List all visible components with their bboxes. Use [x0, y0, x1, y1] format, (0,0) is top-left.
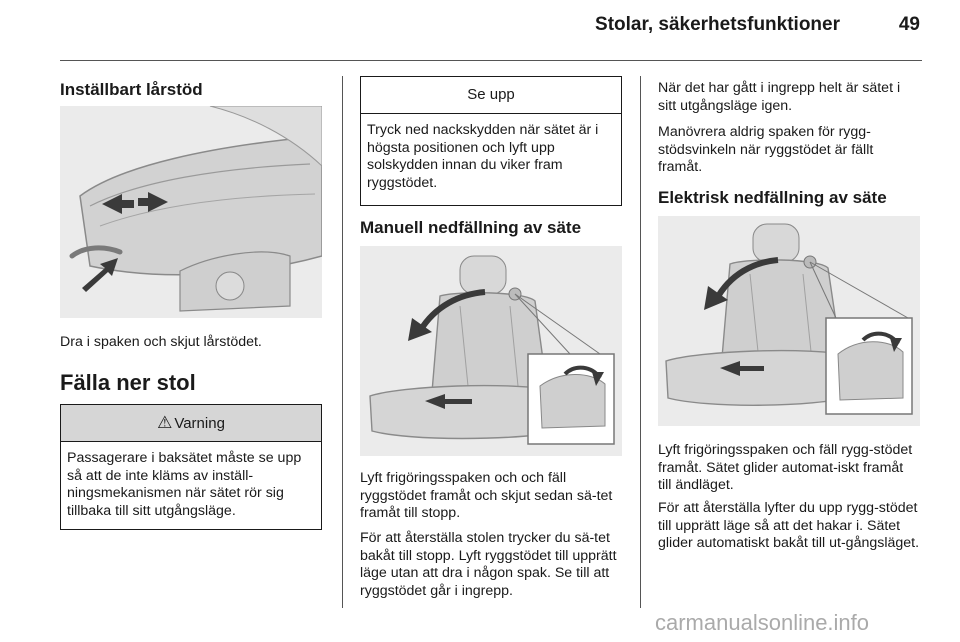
col3-paragraph-2: Manövrera aldrig spaken för rygg-stödsvinkeln när ryggstödet är fällt framåt.	[658, 124, 874, 175]
manual-fold-paragraph-2: För att återställa stolen trycker du sä-tet bakåt till stopp. Lyft ryggstödet till upprätt läge utan att dra i någon spak. Se till att ryggstödet går i ingrepp.	[360, 530, 617, 599]
header-divider	[60, 60, 922, 61]
section-heading-manual-fold: Manuell nedfällning av säte	[360, 218, 582, 237]
manual-fold-illustration	[360, 246, 622, 456]
section-heading-thigh-support: Inställbart lårstöd	[60, 80, 203, 99]
section-heading-electric-fold: Elektrisk nedfällning av säte	[658, 188, 887, 207]
warning-title: Varning	[174, 415, 225, 432]
warning-text: Passagerare i baksätet måste se upp så att de inte kläms av inställ-ningsmekanismen när sätet rör sig tillbaka till sitt utgångsläge.	[67, 450, 302, 519]
watermark: carmanualsonline.info	[655, 610, 870, 635]
warning-triangle-icon: ⚠	[157, 413, 173, 432]
column-divider-1	[342, 76, 343, 608]
col3-paragraph-1: När det har gått i ingrepp helt är sätet i sitt utgångsläge igen.	[658, 80, 901, 114]
page-header-title: Stolar, säkerhetsfunktioner	[595, 14, 840, 35]
warning-box-header	[61, 405, 321, 442]
electric-fold-paragraph-2: För att återställa lyfter du upp rygg-stödet till upprätt läge så att det hakar i. Sätet glider automatiskt bakåt till ut-gångsläget.	[658, 500, 920, 551]
section-title-fold-seat: Fälla ner stol	[60, 370, 196, 395]
thigh-support-caption: Dra i spaken och skjut lårstödet.	[60, 334, 262, 350]
page-number: 49	[898, 14, 920, 35]
electric-fold-paragraph-1: Lyft frigöringsspaken och fäll rygg-stödet framåt. Sätet glider automat-iskt framåt till ändläget.	[658, 442, 913, 493]
column-divider-2	[640, 76, 641, 608]
warning-box	[60, 404, 322, 530]
electric-fold-illustration	[658, 216, 920, 426]
caution-box	[360, 76, 622, 206]
manual-fold-paragraph-1: Lyft frigöringsspaken och och fäll ryggstödet framåt och skjut sedan sä-tet framåt till stopp.	[360, 470, 613, 521]
caution-text: Tryck ned nackskydden när sätet är i högsta positionen och lyft upp solskydden innan du viker fram ryggstödet.	[367, 122, 599, 191]
thigh-support-illustration	[60, 106, 322, 318]
caution-box-header: Se upp	[361, 77, 621, 114]
